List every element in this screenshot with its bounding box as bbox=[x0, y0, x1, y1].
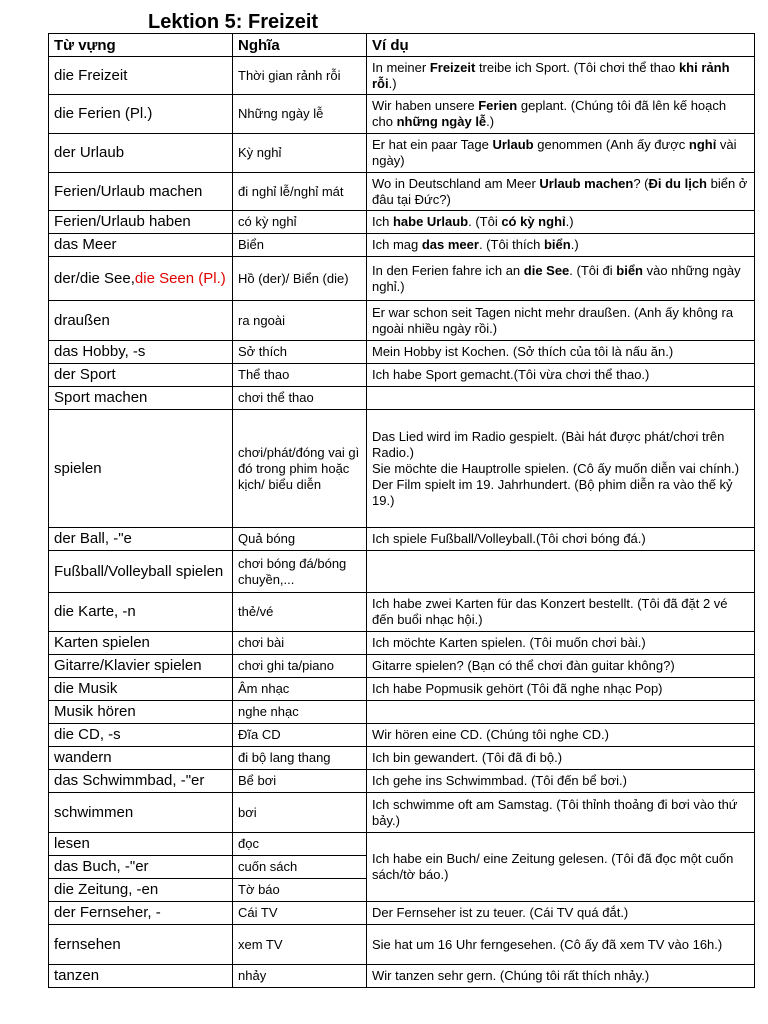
vocab-cell: Sport machen bbox=[49, 387, 233, 410]
table-row bbox=[49, 387, 755, 410]
example-cell bbox=[367, 551, 755, 593]
meaning-cell: Biển bbox=[233, 234, 367, 257]
example-cell: Ich bin gewandert. (Tôi đã đi bộ.) bbox=[367, 747, 755, 770]
example-cell: Ich mag das meer. (Tôi thích biển.) bbox=[367, 234, 755, 257]
page-title: Lektion 5: Freizeit bbox=[148, 11, 319, 33]
meaning-cell: ra ngoài bbox=[233, 301, 367, 341]
table-row bbox=[49, 341, 755, 364]
meaning-cell: thẻ/vé bbox=[233, 593, 367, 632]
vocab-cell: Gitarre/Klavier spielen bbox=[49, 655, 233, 678]
meaning-cell: Bể bơi bbox=[233, 770, 367, 793]
meaning-cell: bơi bbox=[233, 793, 367, 833]
table-row bbox=[49, 678, 755, 701]
meaning-cell: chơi bài bbox=[233, 632, 367, 655]
example-cell: Wir hören eine CD. (Chúng tôi nghe CD.) bbox=[367, 724, 755, 747]
table-row bbox=[49, 747, 755, 770]
meaning-cell: Thời gian rảnh rỗi bbox=[233, 57, 367, 95]
table-row bbox=[49, 410, 755, 528]
table-row bbox=[49, 655, 755, 678]
table-row bbox=[49, 528, 755, 551]
example-cell: Gitarre spielen? (Bạn có thể chơi đàn guitar không?) bbox=[367, 655, 755, 678]
vocab-cell: Musik hören bbox=[49, 701, 233, 724]
example-cell: Mein Hobby ist Kochen. (Sở thích của tôi là nấu ăn.) bbox=[367, 341, 755, 364]
vocab-cell: der Urlaub bbox=[49, 134, 233, 173]
meaning-cell: đọc bbox=[233, 833, 367, 856]
vocab-cell: der Sport bbox=[49, 364, 233, 387]
meaning-cell: Kỳ nghỉ bbox=[233, 134, 367, 173]
vocab-cell: tanzen bbox=[49, 965, 233, 988]
meaning-cell: Quả bóng bbox=[233, 528, 367, 551]
meaning-cell: chơi/phát/đóng vai gì đó trong phim hoặc kịch/ biểu diễn bbox=[233, 410, 367, 528]
vocab-cell: das Buch, -"er bbox=[49, 856, 233, 879]
vocab-cell: die Karte, -n bbox=[49, 593, 233, 632]
example-cell: Ich habe Popmusik gehört (Tôi đã nghe nhạc Pop) bbox=[367, 678, 755, 701]
table-row bbox=[49, 134, 755, 173]
example-cell: Ich schwimme oft am Samstag. (Tôi thỉnh thoảng đi bơi vào thứ bảy.) bbox=[367, 793, 755, 833]
vocab-cell: wandern bbox=[49, 747, 233, 770]
vocab-cell: schwimmen bbox=[49, 793, 233, 833]
meaning-cell: cuốn sách bbox=[233, 856, 367, 879]
meaning-cell: Sở thích bbox=[233, 341, 367, 364]
table-row bbox=[49, 833, 755, 856]
table-row bbox=[49, 57, 755, 95]
table-row bbox=[49, 234, 755, 257]
meaning-cell: chơi bóng đá/bóng chuyền,... bbox=[233, 551, 367, 593]
table-row bbox=[49, 632, 755, 655]
example-cell bbox=[367, 701, 755, 724]
table-row bbox=[49, 701, 755, 724]
table-row bbox=[49, 925, 755, 965]
vocab-cell: Ferien/Urlaub machen bbox=[49, 173, 233, 211]
table-row bbox=[49, 211, 755, 234]
header-example: Ví dụ bbox=[367, 34, 755, 57]
example-cell: Wo in Deutschland am Meer Urlaub machen? (Đi du lịch biển ở đâu tại Đức?) bbox=[367, 173, 755, 211]
table-row bbox=[49, 593, 755, 632]
example-cell: Ich habe Urlaub. (Tôi có kỳ nghỉ.) bbox=[367, 211, 755, 234]
meaning-cell: Tờ báo bbox=[233, 879, 367, 902]
meaning-cell: xem TV bbox=[233, 925, 367, 965]
table-header-row bbox=[49, 34, 755, 57]
example-cell: Wir haben unsere Ferien geplant. (Chúng tôi đã lên kế hoạch cho những ngày lễ.) bbox=[367, 95, 755, 134]
vocab-cell: fernsehen bbox=[49, 925, 233, 965]
meaning-cell: Đĩa CD bbox=[233, 724, 367, 747]
example-cell: Er war schon seit Tagen nicht mehr draußen. (Anh ấy không ra ngoài nhiều ngày rồi.) bbox=[367, 301, 755, 341]
example-cell: Ich gehe ins Schwimmbad. (Tôi đến bể bơi.) bbox=[367, 770, 755, 793]
meaning-cell: Những ngày lễ bbox=[233, 95, 367, 134]
vocab-cell: die Freizeit bbox=[49, 57, 233, 95]
table-row bbox=[49, 301, 755, 341]
example-cell: Wir tanzen sehr gern. (Chúng tôi rất thích nhảy.) bbox=[367, 965, 755, 988]
vocab-cell: Fußball/Volleyball spielen bbox=[49, 551, 233, 593]
table-row bbox=[49, 173, 755, 211]
table-row bbox=[49, 965, 755, 988]
example-cell: Ich spiele Fußball/Volleyball.(Tôi chơi bóng đá.) bbox=[367, 528, 755, 551]
example-cell: In meiner Freizeit treibe ich Sport. (Tôi chơi thể thao khi rảnh rỗi.) bbox=[367, 57, 755, 95]
meaning-cell: Hồ (der)/ Biển (die) bbox=[233, 257, 367, 301]
vocab-cell: die Ferien (Pl.) bbox=[49, 95, 233, 134]
table-row bbox=[49, 902, 755, 925]
example-cell: Das Lied wird im Radio gespielt. (Bài hát được phát/chơi trên Radio.) Sie möchte die Hauptrolle spielen. (Cô ấy muốn diễn vai chính.) Der Film spielt im 19. Jahrhundert. (Bộ phim diễn ra vào thế kỷ 19.) bbox=[367, 410, 755, 528]
vocab-cell: die Musik bbox=[49, 678, 233, 701]
vocab-cell: Ferien/Urlaub haben bbox=[49, 211, 233, 234]
example-cell: In den Ferien fahre ich an die See. (Tôi đi biển vào những ngày nghỉ.) bbox=[367, 257, 755, 301]
header-meaning: Nghĩa bbox=[233, 34, 367, 57]
table-row bbox=[49, 724, 755, 747]
header-vocab: Từ vựng bbox=[49, 34, 233, 57]
table-row bbox=[49, 770, 755, 793]
vocab-cell: der Ball, -"e bbox=[49, 528, 233, 551]
table-row bbox=[49, 793, 755, 833]
example-cell: Der Fernseher ist zu teuer. (Cái TV quá đắt.) bbox=[367, 902, 755, 925]
vocab-cell: draußen bbox=[49, 301, 233, 341]
example-cell: Ich möchte Karten spielen. (Tôi muốn chơi bài.) bbox=[367, 632, 755, 655]
example-cell: Er hat ein paar Tage Urlaub genommen (Anh ấy được nghỉ vài ngày) bbox=[367, 134, 755, 173]
table-row bbox=[49, 364, 755, 387]
meaning-cell: Thể thao bbox=[233, 364, 367, 387]
vocab-cell: das Meer bbox=[49, 234, 233, 257]
vocab-cell: lesen bbox=[49, 833, 233, 856]
example-cell bbox=[367, 387, 755, 410]
example-cell: Ich habe zwei Karten für das Konzert bestellt. (Tôi đã đặt 2 vé đến buổi nhạc hội.) bbox=[367, 593, 755, 632]
meaning-cell: chơi thể thao bbox=[233, 387, 367, 410]
vocab-cell: Karten spielen bbox=[49, 632, 233, 655]
table-body bbox=[49, 57, 755, 988]
vocab-cell: die Zeitung, -en bbox=[49, 879, 233, 902]
vocab-cell: das Schwimmbad, -"er bbox=[49, 770, 233, 793]
vocab-cell: das Hobby, -s bbox=[49, 341, 233, 364]
vocab-cell: spielen bbox=[49, 410, 233, 528]
vocabulary-table bbox=[48, 33, 755, 988]
meaning-cell: đi bộ lang thang bbox=[233, 747, 367, 770]
vocab-cell: die CD, -s bbox=[49, 724, 233, 747]
example-cell: Sie hat um 16 Uhr ferngesehen. (Cô ấy đã xem TV vào 16h.) bbox=[367, 925, 755, 965]
vocab-cell: der/die See,die Seen (Pl.) bbox=[49, 257, 233, 301]
meaning-cell: chơi ghi ta/piano bbox=[233, 655, 367, 678]
example-cell: Ich habe ein Buch/ eine Zeitung gelesen. (Tôi đã đọc một cuốn sách/tờ báo.) bbox=[367, 833, 755, 902]
meaning-cell: Cái TV bbox=[233, 902, 367, 925]
vocab-cell: der Fernseher, - bbox=[49, 902, 233, 925]
meaning-cell: đi nghỉ lễ/nghỉ mát bbox=[233, 173, 367, 211]
table-row bbox=[49, 551, 755, 593]
meaning-cell: Âm nhạc bbox=[233, 678, 367, 701]
table-row bbox=[49, 257, 755, 301]
meaning-cell: có kỳ nghỉ bbox=[233, 211, 367, 234]
table-row bbox=[49, 95, 755, 134]
meaning-cell: nghe nhạc bbox=[233, 701, 367, 724]
meaning-cell: nhảy bbox=[233, 965, 367, 988]
example-cell: Ich habe Sport gemacht.(Tôi vừa chơi thể thao.) bbox=[367, 364, 755, 387]
